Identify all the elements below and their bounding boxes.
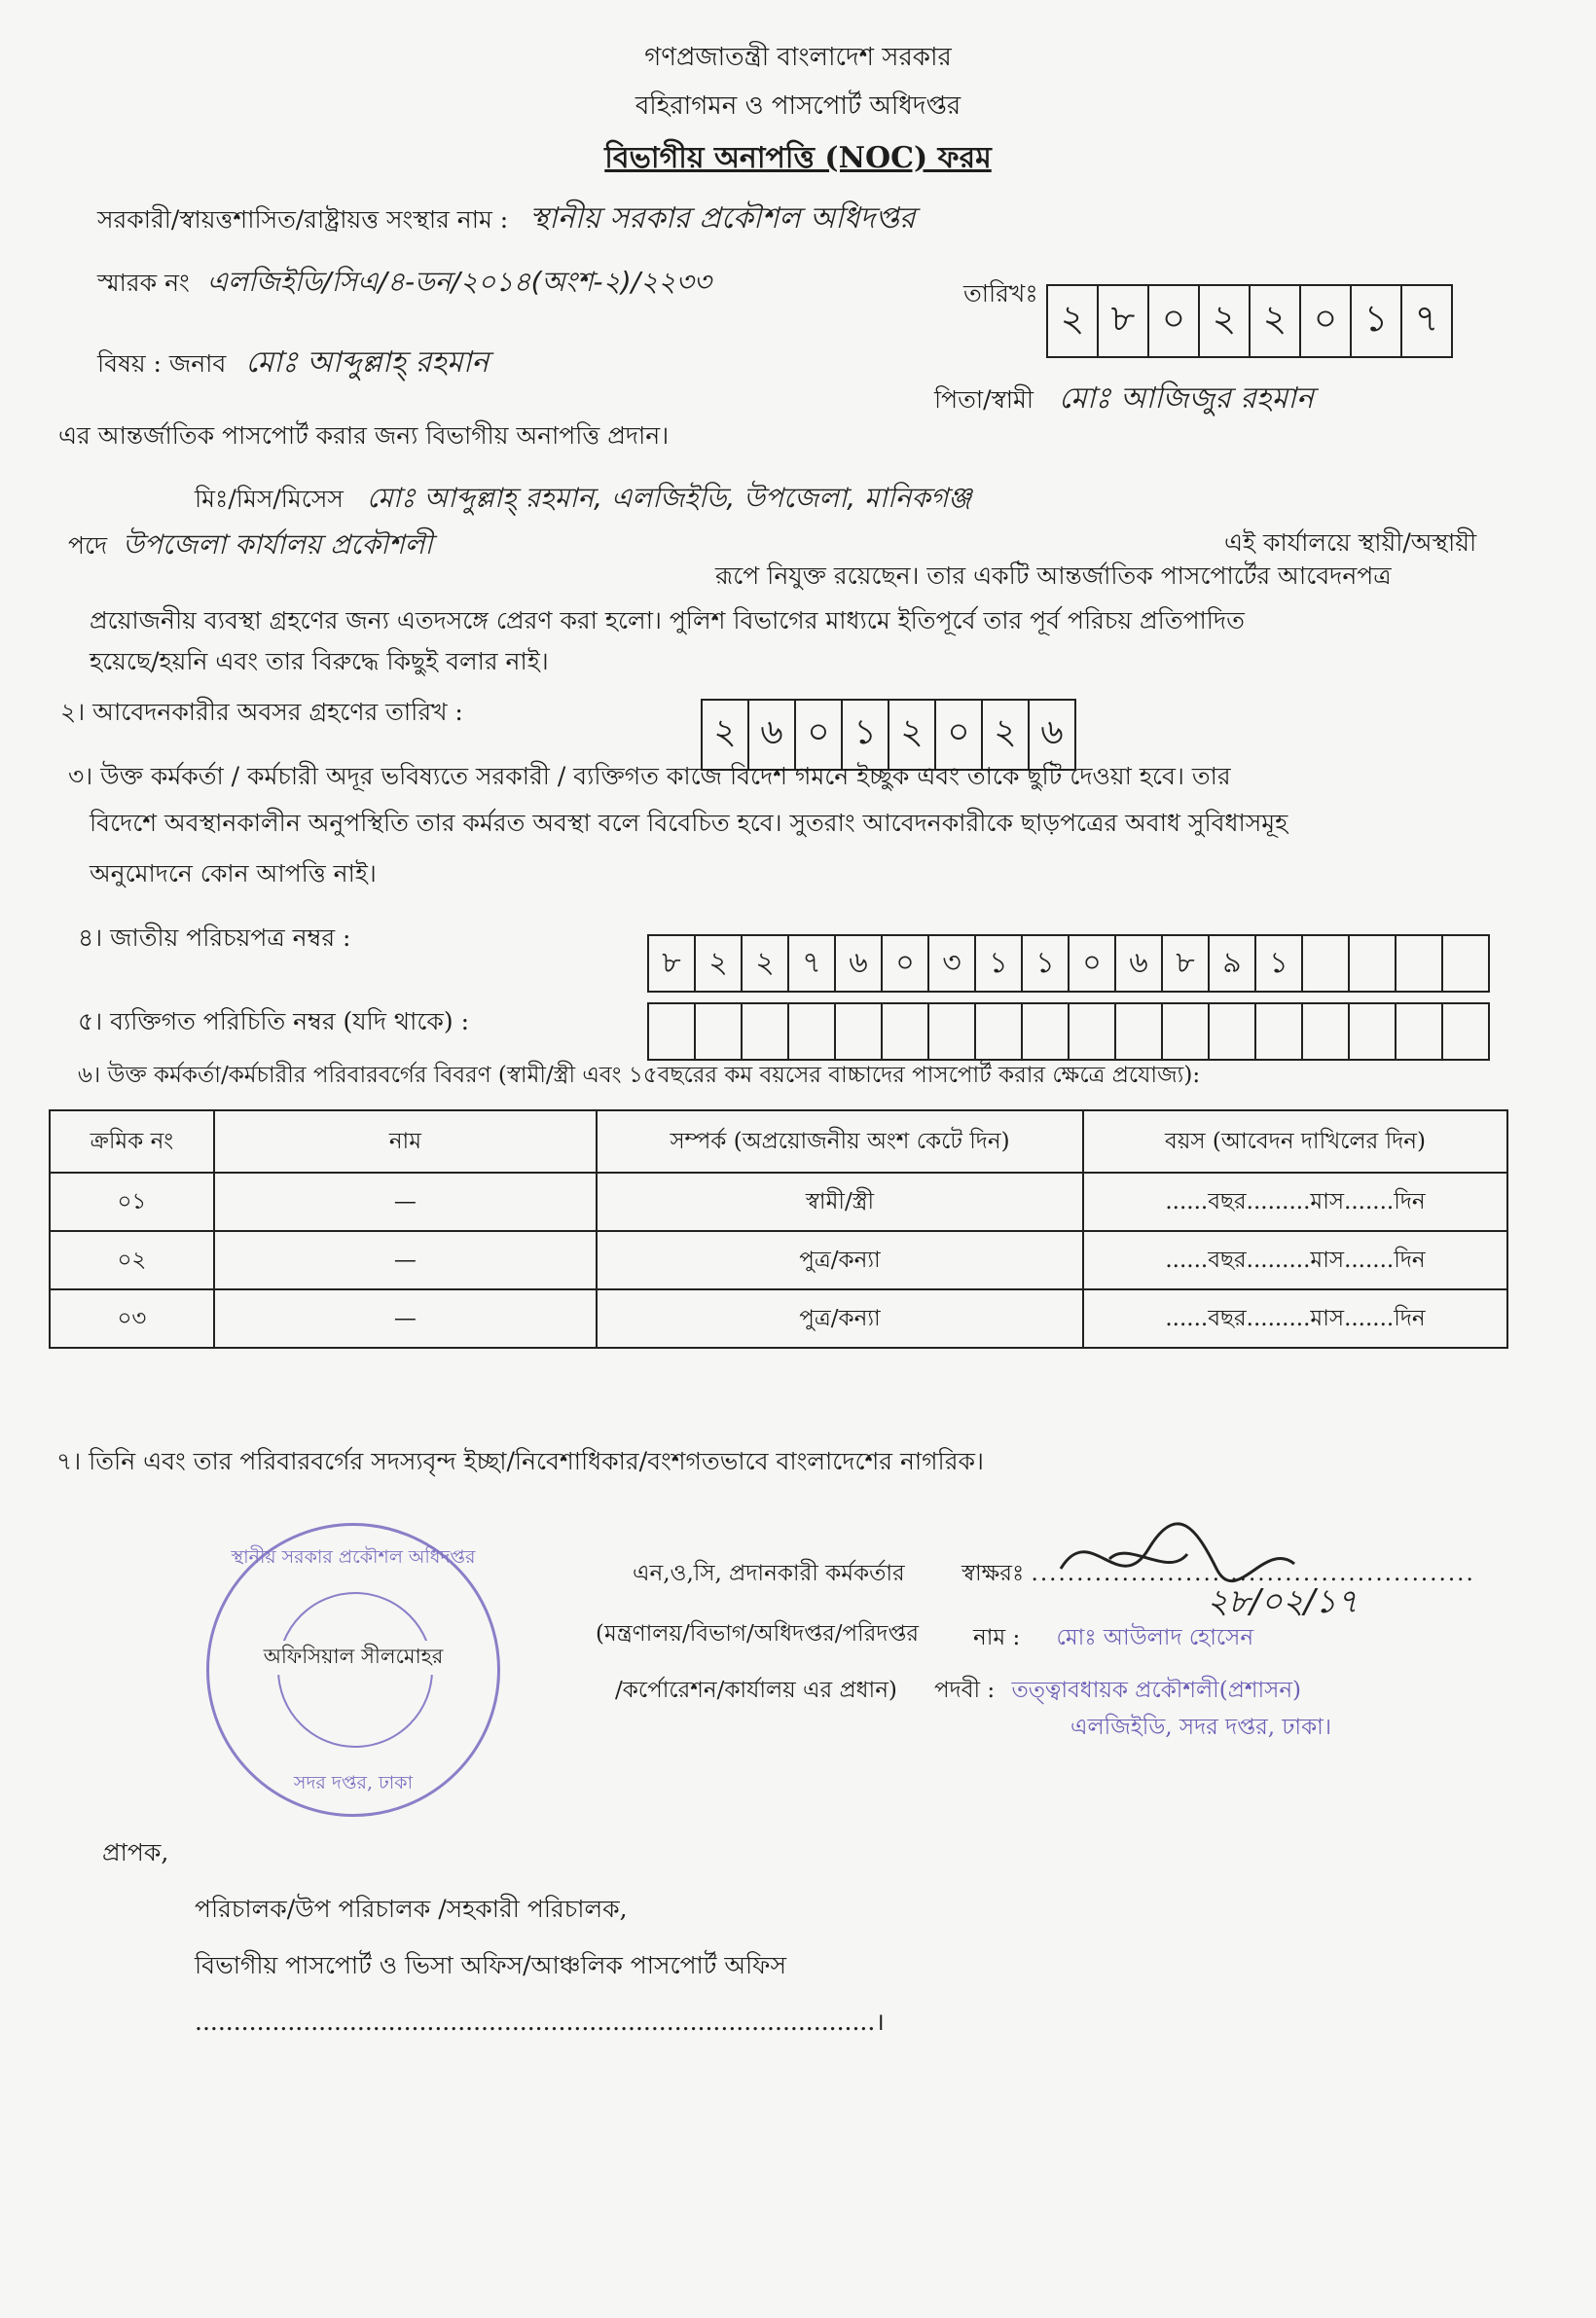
digit-box[interactable]: ২ [703, 701, 749, 769]
row-age[interactable]: ......বছর.........মাস.......দিন [1083, 1289, 1507, 1348]
digit-box[interactable] [1303, 936, 1350, 991]
digit-box[interactable] [836, 1004, 883, 1059]
digit-box[interactable]: ৬ [1040, 712, 1064, 752]
digit-box[interactable] [649, 1004, 696, 1059]
nid-label: ৪। জাতীয় পরিচয়পত্র নম্বর : [78, 924, 351, 952]
office-tail: এই কার্যালয়ে স্থায়ী/অস্থায়ী [1224, 528, 1477, 557]
digit-box[interactable] [1443, 936, 1488, 991]
recipient-line3: ........................................................................................। [195, 2008, 885, 2036]
signatory-role1: এন,ও,সি, প্রদানকারী কর্মকর্তার [633, 1561, 905, 1586]
digit-box[interactable] [789, 1004, 836, 1059]
seal-bottom-text: সদর দপ্তর, ঢাকা [293, 1772, 414, 1793]
row-serial: ০২ [50, 1231, 214, 1289]
row-relation: স্বামী/স্ত্রী [597, 1173, 1083, 1231]
memo-row [97, 261, 711, 307]
digit-box[interactable] [1070, 1004, 1116, 1059]
pin-boxes[interactable] [647, 1002, 1490, 1061]
name-label: নাম : [973, 1625, 1021, 1650]
digit-box[interactable]: ৬ [1116, 936, 1163, 991]
digit-box[interactable] [1023, 1004, 1070, 1059]
designation-value: তত্ত্বাবধায়ক প্রকৌশলী(প্রশাসন) [1011, 1678, 1302, 1703]
signature-date: ২৮/০২/১৭ [1207, 1582, 1359, 1621]
row-name[interactable]: — [214, 1289, 597, 1348]
org-label: সরকারী/স্বায়ত্তশাসিত/রাষ্ট্রায়ত্ত সংস্থার নাম : [97, 205, 509, 234]
office-value: এলজিইডি, সদর দপ্তর, ঢাকা। [1070, 1715, 1332, 1740]
digit-box[interactable] [1443, 1004, 1488, 1059]
digit-box[interactable]: ০ [1070, 936, 1116, 991]
row-age[interactable]: ......বছর.........মাস.......দিন [1083, 1231, 1507, 1289]
row-serial: ০৩ [50, 1289, 214, 1348]
digit-box[interactable]: ৮ [1099, 286, 1149, 356]
father-value: মোঃ আজিজুর রহমান [1059, 381, 1314, 416]
designation-label: পদবী : [934, 1678, 996, 1703]
date-label: তারিখঃ [963, 279, 1038, 308]
digit-box[interactable] [929, 1004, 976, 1059]
signature-label: স্বাক্ষরঃ [961, 1561, 1025, 1586]
seal-label: অফিসিয়াল সীলমোহর [229, 1641, 478, 1675]
digit-box[interactable]: ৮ [649, 936, 696, 991]
digit-box[interactable]: ২ [743, 936, 789, 991]
section1-body1: রূপে নিযুক্ত রয়েছেন। তার একটি আন্তর্জাতিক পাসপোর্টের আবেদনপত্র [715, 561, 1392, 590]
digit-box[interactable] [1210, 1004, 1256, 1059]
digit-box[interactable]: ০ [1301, 286, 1352, 356]
digit-box[interactable]: ০ [796, 701, 843, 769]
recipient-label: প্রাপক, [102, 1838, 169, 1866]
row-age[interactable]: ......বছর.........মাস.......দিন [1083, 1173, 1507, 1231]
section1-body3: হয়েছে/হয়নি এবং তার বিরুদ্ধে কিছুই বলার নাই। [90, 647, 549, 675]
family-table [49, 1109, 1508, 1349]
section3-line2: বিদেশে অবস্থানকালীন অনুপস্থিতি তার কর্মরত অবস্থা বলে বিবেচিত হবে। সুতরাং আবেদনকারীকে ছাড়পত্রের অবাধ সুবিধাসমূহ [90, 809, 1288, 837]
digit-box[interactable]: ১ [1256, 936, 1303, 991]
govt-title: গণপ্রজাতন্ত্রী বাংলাদেশ সরকার [644, 43, 952, 72]
digit-box[interactable]: ২ [1048, 286, 1099, 356]
digit-box[interactable] [1350, 1004, 1396, 1059]
form-title: বিভাগীয় অনাপত্তি (NOC) ফরম [604, 141, 992, 175]
digit-box[interactable] [743, 1004, 789, 1059]
digit-box[interactable]: ০ [936, 701, 983, 769]
nid-boxes[interactable] [647, 934, 1490, 993]
org-value: স্থানীয় সরকার প্রকৌশল অধিদপ্তর [529, 201, 916, 235]
section3-line1: ৩। উক্ত কর্মকর্তা / কর্মচারী অদূর ভবিষ্যতে সরকারী / ব্যক্তিগত কাজে বিদেশ গমনে ইচ্ছুক এবং তাকে ছুটি দেওয়া হবে। তার [68, 762, 1231, 790]
section1-body2: প্রয়োজনীয় ব্যবস্থা গ্রহণের জন্য এতদসঙ্গে প্রেরণ করা হলো। পুলিশ বিভাগের মাধ্যমে ইতিপূর্বে তার পূর্ব পরিচয় প্রতিপাদিত [90, 606, 1245, 634]
digit-box[interactable] [883, 1004, 929, 1059]
row-name[interactable]: — [214, 1173, 597, 1231]
row-relation: পুত্র/কন্যা [597, 1231, 1083, 1289]
signature-row: স্বাক্ষরঃ ................................................. [961, 1561, 1475, 1586]
family-table-header [50, 1110, 1507, 1173]
digit-box[interactable] [976, 1004, 1023, 1059]
father-label: পিতা/স্বামী [934, 385, 1034, 414]
person-row [195, 477, 971, 523]
designation-row [934, 1672, 1301, 1710]
digit-box[interactable]: ৩ [929, 936, 976, 991]
col-serial: ক্রমিক নং [50, 1110, 214, 1173]
name-value: মোঃ আউলাদ হোসেন [1056, 1625, 1254, 1650]
digit-box[interactable]: ০ [883, 936, 929, 991]
department-title: বহিরাগমন ও পাসপোর্ট অধিদপ্তর [635, 91, 961, 121]
citizenship-label: ৭। তিনি এবং তার পরিবারবর্গের সদস্যবৃন্দ ইচ্ছা/নিবেশাধিকার/বংশগতভাবে বাংলাদেশের নাগরিক। [56, 1447, 984, 1475]
digit-box[interactable]: ২ [1251, 286, 1301, 356]
digit-box[interactable] [1163, 1004, 1210, 1059]
family-label: ৬। উক্ত কর্মকর্তা/কর্মচারীর পরিবারবর্গের বিবরণ (স্বামী/স্ত্রী এবং ১৫বছরের কম বয়সের বাচ্চাদের পাসপোর্ট করার ক্ষেত্রে প্রযোজ্য): [78, 1063, 1201, 1088]
digit-box[interactable]: ২ [696, 936, 743, 991]
col-relation: সম্পর্ক (অপ্রয়োজনীয় অংশ কেটে দিন) [597, 1110, 1083, 1173]
memo-label: স্মারক নং [97, 269, 190, 297]
row-name[interactable]: — [214, 1231, 597, 1289]
digit-box[interactable]: ২ [983, 701, 1030, 769]
digit-box[interactable]: ২ [889, 701, 936, 769]
subject-value: মোঃ আব্দুল্লাহ্ রহমান [245, 345, 490, 380]
table-row [50, 1231, 1507, 1289]
subject-tail: এর আন্তর্জাতিক পাসপোর্ট করার জন্য বিভাগীয় অনাপত্তি প্রদান। [58, 421, 670, 450]
digit-box[interactable]: ১ [1023, 936, 1070, 991]
person-value: মোঃ আব্দুল্লাহ্ রহমান, এলজিইডি, উপজেলা, মানিকগঞ্জ [366, 482, 972, 514]
row-relation: পুত্র/কন্যা [597, 1289, 1083, 1348]
digit-box[interactable]: ০ [1149, 286, 1200, 356]
section3-line3: অনুমোদনে কোন আপত্তি নাই। [90, 859, 377, 887]
table-row [50, 1289, 1507, 1348]
signatory-role3: /কর্পোরেশন/কার্যালয় এর প্রধান) [615, 1678, 897, 1703]
person-lead: মিঃ/মিস/মিসেস [195, 485, 344, 513]
digit-box[interactable] [696, 1004, 743, 1059]
post-row [68, 524, 433, 569]
digit-box[interactable] [1303, 1004, 1350, 1059]
seal-top-text: স্থানীয় সরকার প্রকৌশল অধিদপ্তর [231, 1546, 476, 1568]
digit-box[interactable] [1256, 1004, 1303, 1059]
digit-box[interactable]: ৯ [1210, 936, 1256, 991]
digit-box[interactable]: ৭ [789, 936, 836, 991]
name-row [973, 1619, 1253, 1657]
subject-label: বিষয় : জনাব [97, 349, 227, 378]
post-label: পদে [68, 531, 108, 560]
post-value: উপজেলা কার্যালয় প্রকৌশলী [123, 528, 433, 561]
date-boxes[interactable] [1046, 284, 1453, 358]
digit-box[interactable] [1396, 936, 1443, 991]
digit-box[interactable]: ৭ [1414, 297, 1439, 340]
digit-box[interactable] [1350, 936, 1396, 991]
signatory-role2: (মন্ত্রণালয়/বিভাগ/অধিদপ্তর/পরিদপ্তর [596, 1621, 919, 1647]
row-serial: ০১ [50, 1173, 214, 1231]
digit-box[interactable]: ৬ [749, 701, 796, 769]
retirement-label: ২। আবেদনকারীর অবসর গ্রহণের তারিখ : [60, 698, 463, 726]
official-seal [206, 1523, 500, 1817]
digit-box[interactable]: ১ [1352, 286, 1402, 356]
father-row [934, 375, 1314, 424]
digit-box[interactable] [1116, 1004, 1163, 1059]
digit-box[interactable]: ১ [843, 701, 889, 769]
digit-box[interactable]: ৮ [1163, 936, 1210, 991]
pin-label: ৫। ব্যক্তিগত পরিচিতি নম্বর (যদি থাকে) : [78, 1007, 470, 1035]
recipient-line1: পরিচালক/উপ পরিচালক /সহকারী পরিচালক, [195, 1895, 628, 1923]
col-name: নাম [214, 1110, 597, 1173]
digit-box[interactable]: ১ [976, 936, 1023, 991]
table-row [50, 1173, 1507, 1231]
recipient-line2: বিভাগীয় পাসপোর্ট ও ভিসা অফিস/আঞ্চলিক পাসপোর্ট অফিস [195, 1951, 786, 1979]
digit-box[interactable]: ২ [1200, 286, 1251, 356]
digit-box[interactable]: ৬ [836, 936, 883, 991]
subject-row [97, 339, 489, 388]
memo-value: এলজিইডি/সিএ/৪-ডন/২০১৪(অংশ-২)/২২৩৩ [206, 266, 711, 298]
col-age: বয়স (আবেদন দাখিলের দিন) [1083, 1110, 1507, 1173]
digit-box[interactable] [1396, 1004, 1443, 1059]
org-row [97, 195, 915, 244]
